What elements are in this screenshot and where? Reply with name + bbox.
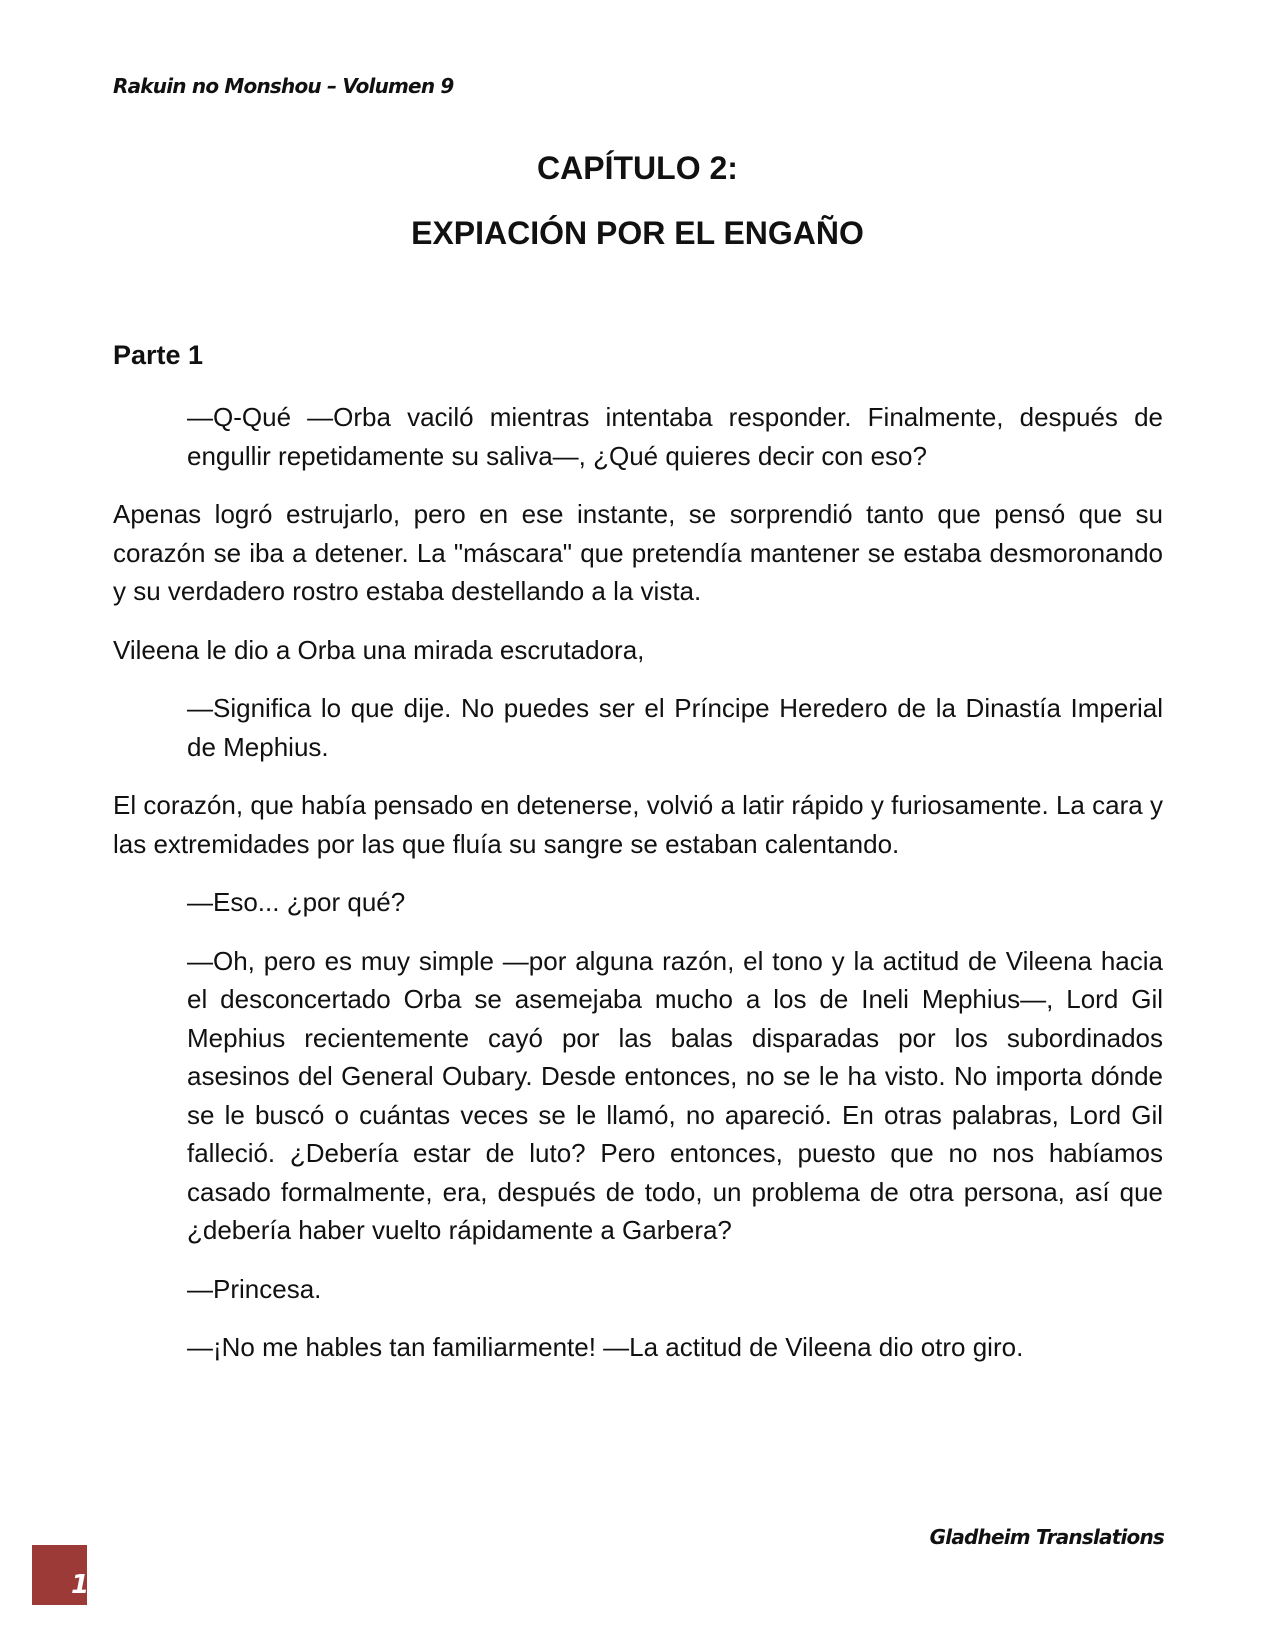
narration-paragraph: El corazón, que había pensado en detenerse, volvió a latir rápido y furiosamente. La cara y las extremidades por las que fluía su sangre se estaban calentando. [113, 790, 1163, 859]
footer-credit: Gladheim Translations [929, 1525, 1164, 1549]
dialog-paragraph: —¡No me hables tan familiarmente! —La actitud de Vileena dio otro giro. [187, 1332, 1024, 1362]
narration-paragraph: Vileena le dio a Orba una mirada escrutadora, [113, 634, 645, 665]
chapter-number-text: CAPÍTULO 2: [537, 150, 738, 186]
dialog-paragraph: —Eso... ¿por qué? [187, 887, 406, 917]
page-number: 1 [71, 1570, 90, 1600]
section-heading: Parte 1 [113, 340, 204, 370]
dialog-paragraph: —Princesa. [187, 1273, 322, 1304]
page-tab-underline [32, 1602, 87, 1605]
narration-paragraph: Apenas logró estrujarlo, pero en ese instante, se sorprendió tanto que pensó que su corazón se iba a detener. La "máscara" que pretendía mantener se estaba desmoronando y su verdadero rostro estaba destellando a la vista. [113, 499, 1163, 606]
dialog-paragraph: —Q-Qué —Orba vaciló mientras intentaba responder. Finalmente, después de engullir repetidamente su saliva—, ¿Qué quieres decir con eso? [187, 402, 1163, 471]
dialog-paragraph: —Oh, pero es muy simple —por alguna razón, el tono y la actitud de Vileena hacia el desconcertado Orba se asemejaba mucho a los de Ineli Mephius—, Lord Gil Mephius recientemente cayó por las balas disparadas por los subordinados asesinos del General Oubary. Desde entonces, no se le ha visto. No importa dónde se le buscó o cuántas veces se le llamó, no apareció. En otras palabras, Lord Gil falleció. ¿Debería estar de luto? Pero entonces, puesto que no nos habíamos casado formalmente, era, después de todo, un problema de otra persona, así que ¿debería haber vuelto rápidamente a Garbera? [187, 945, 1163, 1245]
body-text [113, 398, 1163, 1387]
chapter-title-text: EXPIACIÓN POR EL ENGAÑO [411, 215, 864, 251]
chapter-number [0, 150, 1275, 187]
dialog-paragraph: —Significa lo que dije. No puedes ser el Príncipe Heredero de la Dinastía Imperial de Mephius. [187, 693, 1163, 762]
chapter-title [0, 215, 1275, 252]
running-header: Rakuin no Monshou – Volumen 9 [113, 74, 454, 98]
